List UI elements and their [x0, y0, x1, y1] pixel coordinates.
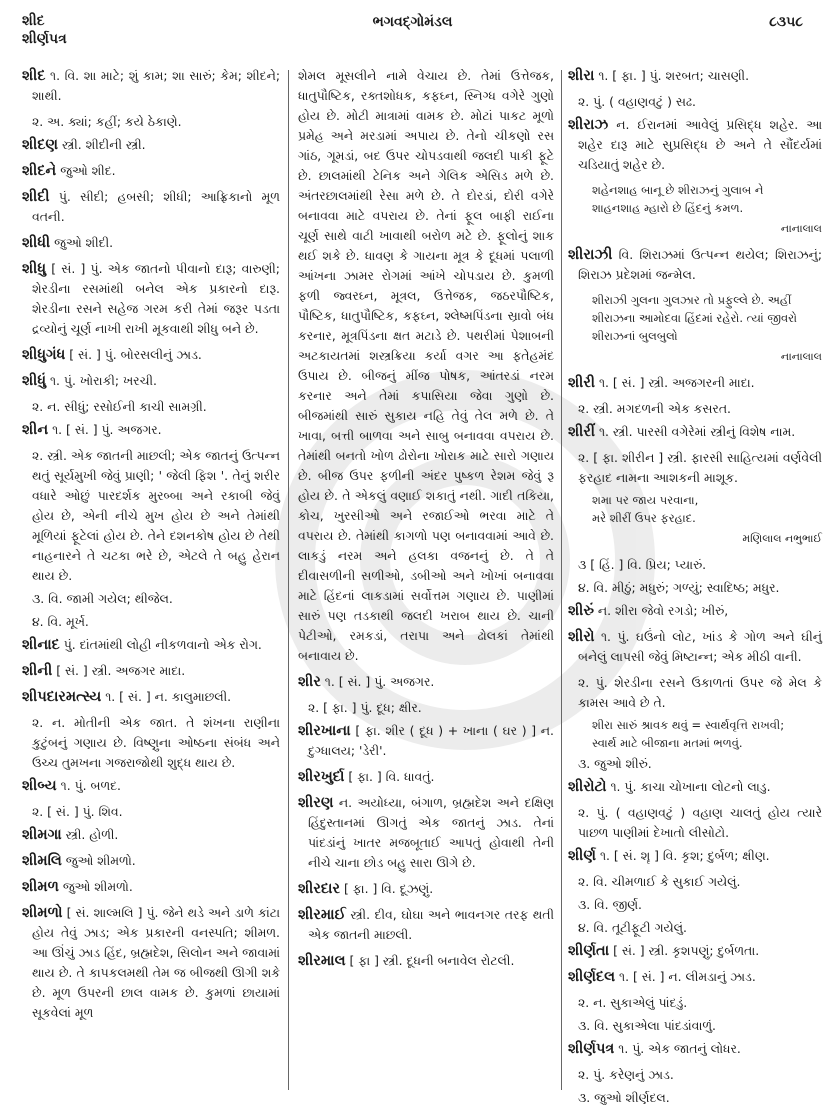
dictionary-entry — [22, 687, 280, 707]
quotation-line: સ્વાર્થ માટે બીજાના મતમાં ભળવું. — [592, 736, 743, 750]
headword: શીમળ — [22, 879, 59, 895]
dictionary-entry — [568, 967, 822, 987]
sense: ૩. વિ. જીર્ણ. — [578, 897, 642, 912]
dictionary-entry — [568, 373, 822, 393]
dictionary-entry — [22, 233, 280, 253]
definition: [ સં. ] સ્ત્રી. કૃશપણું; દુર્બળતા. — [613, 943, 760, 958]
headword: શીરી — [568, 375, 595, 391]
dictionary-entry — [22, 903, 280, 1023]
definition: ૧. [ સં. ] ન. લીમડાનું ઝાડ. — [619, 969, 756, 984]
headword: શીર્ણ — [568, 848, 596, 864]
dictionary-entry — [22, 776, 280, 796]
quotation-line: શહેનશાહ બાનૂ છે શીરાઝનું ગુલાબ ને — [592, 183, 764, 197]
definition: ન. ઈરાનમાં આવેલું પ્રસિદ્ધ શહેર. આ શહેર દારૂ માટે સુપ્રસિદ્ધ છે અને તે સૌંદર્યમાં ચડિયાતું શહેર છે. — [578, 117, 822, 172]
headword: શીન — [22, 422, 49, 438]
definition: જુઓ શીમળો. — [62, 879, 133, 894]
definition: ૧. વિ. શા માટે; શું કામ; શા સારું; કેમ; શીદને; શાથી. — [32, 68, 280, 103]
headword: શીરા — [568, 68, 595, 84]
dictionary-entry — [22, 851, 280, 871]
quotation-line: શીરાઝના આમોદવા હિંદમાં રહેરો. ત્યાં જીવરો — [592, 311, 797, 325]
sense: ૨. [ ફા. શીરીન ] સ્ત્રી. ફારસી સાહિત્યમાં વર્ણવેલી ફરહાદ નામના આશકની માશૂક. — [578, 450, 822, 485]
definition: [ સં. શાલ્મલિ ] પું. જેને થડે અને ડાળે કાંટા હોય તેવું ઝાડ; એક પ્રકારની વનસ્પતિ; શીમળ. આ ઊંચું ઝાડ હિંદ, બ્રહ્મદેશ, સિલોન અને જાવામાં થાય છે. તે કાપકલમથી તેમ જ બીજથી ઊગી શકે છે. મૂળ ઉપરની છાલ વામક છે. કુમળાં છાયામાં સૂકવેલાં મૂળ — [32, 905, 280, 1020]
headword: શીરખુર્દા — [298, 769, 345, 785]
page-title: ભગવદ્ગોમંડલ — [372, 14, 453, 30]
column-2 — [298, 66, 554, 1096]
definition: [ ફા. ] વિ. દૂઝણું. — [343, 881, 434, 896]
dictionary-entry — [22, 420, 280, 440]
dictionary-entry — [568, 627, 822, 667]
dictionary-entry — [568, 422, 822, 442]
definition: ૧. [ સં. ] પું. અજગર. — [324, 674, 435, 689]
quotation-line: મરે શીરીં ઉપર ફરહાદ. — [592, 511, 696, 525]
definition: પું. દાંતમાંથી લોહી નીકળવાનો એક રોગ. — [63, 637, 262, 652]
dictionary-entry — [22, 877, 280, 897]
headword: શીદને — [22, 163, 57, 179]
dictionary-entry — [22, 635, 280, 655]
guide-word-bottom: શીર્ણપત્ર — [22, 31, 67, 47]
headword: શીબ્ય — [22, 778, 57, 794]
headword: શીમળો — [22, 905, 63, 921]
dictionary-entry — [22, 259, 280, 339]
definition: ૧. [ ફા. ] પું. શરબત; ચાસણી. — [598, 68, 750, 83]
headword: શીદી — [22, 189, 50, 205]
dictionary-entry — [22, 161, 280, 181]
sense: ૨. અ. ક્યાં; કહીં; કયે ઠેકાણે. — [32, 114, 182, 129]
headword: શીદ — [22, 68, 46, 84]
column-divider — [288, 70, 289, 1090]
quotation-attribution: નાનાલાલ — [780, 350, 822, 363]
sense: ૨. ન. સુકાએલું પાંદડું. — [578, 995, 688, 1010]
headword: શીર્ણદલ — [568, 969, 616, 985]
definition: [ સં. ] સ્ત્રી. અજગર માદા. — [56, 663, 186, 678]
definition: ન. શીરા જેવો રગડો; ખીરું, — [597, 603, 729, 618]
definition: [ સં. ] પું. બોરસલીનું ઝાડ. — [69, 347, 202, 362]
sense: ૨. પું. ( વહાણવટું ) સઢ. — [578, 94, 696, 109]
headword: શીધુગંધ — [22, 347, 66, 363]
quotation-line: શીરા સારું શ્રાવક થવું = સ્વાર્થવૃત્તિ રાખવી; — [592, 718, 785, 732]
definition: ૧. [ સં. શૄ ] વિ. કૃશ; દુર્બળ; ક્ષીણ. — [599, 848, 770, 863]
quotation-line: શાહનશાહ મ્હારો છે હિંદનું કમળ. — [592, 201, 744, 215]
definition: જુઓ શીમળો. — [65, 853, 136, 868]
headword: શીરણ — [298, 795, 334, 811]
dictionary-entry — [22, 187, 280, 227]
dictionary-entry — [22, 825, 280, 845]
sense: ૨. પું. શેરડીના રસને ઉકાળતાં ઉપર જે મેલ કે કામસ આવે છે તે. — [578, 675, 822, 710]
headword: શીમલિ — [22, 853, 62, 869]
dictionary-entry — [298, 905, 554, 945]
quotation — [592, 716, 822, 752]
quotation-line: શમા પર જાય પરવાના, — [592, 493, 699, 507]
sense: ૨. વિ. ચીમળાઈ કે સુકાઈ ગયેલું. — [578, 874, 741, 889]
definition: જુઓ શીદ. — [60, 163, 116, 178]
column-3 — [568, 66, 822, 1105]
definition: ૧. [ સં. ] પું. અજગર. — [52, 422, 162, 437]
dictionary-entry — [568, 1039, 822, 1059]
dictionary-entry — [568, 245, 822, 285]
headword: શીર — [298, 674, 321, 690]
headword: શીમગા — [22, 827, 62, 843]
definition: સ્ત્રી. દીવ, ઘોઘા અને ભાવનગર તરફ થતી એક જાતની માછલી. — [308, 907, 554, 942]
definition: ૧. [ સં. ] સ્ત્રી. અજગરની માદા. — [598, 375, 755, 390]
dictionary-entry — [298, 879, 554, 899]
sense: ૨. ન. મોતીની એક જાત. તે શંખના રાણીના કુટુંબનું ગણાય છે. વિષ્ણુના ઓષ્ઠના સંબંધ અને ઉચ્ચ તુમખના ગજરાજોથી શુદ્ધ થાય છે. — [32, 715, 280, 770]
page-header — [22, 12, 803, 56]
headword: શીરમાલ — [298, 953, 346, 969]
dictionary-entry — [568, 846, 822, 866]
definition: ૧. પું. ઘઉંનો લોટ, ખાંડ કે ગોળ અને ઘીનું બનેલું લાપસી જેવું મિષ્ટાન્ન; એક મીઠી વાની. — [578, 629, 822, 664]
definition: ૧. પું. એક જાતનું લોધર. — [618, 1041, 741, 1056]
sense: ૩. વિ. જામી ગયેલ; થીજેલ. — [32, 591, 173, 606]
quotation-line: શીરાઝનાં બુલબુલો — [592, 329, 678, 343]
definition: ૧. પું. બળદ. — [60, 778, 121, 793]
quotation-line: શીરાઝી ગુલના ગુલઝાર તો પ્રફુલ્લે છે. અહીં — [592, 293, 792, 307]
headword: શીરું — [568, 603, 594, 619]
dictionary-entry — [298, 721, 554, 761]
headword: શીધું — [22, 373, 47, 389]
definition: ૧. સ્ત્રી. પારસી વગેરેમાં સ્ત્રીનું વિશેષ નામ. — [598, 424, 796, 439]
sense: ૩. જુઓ શીર્ણદલ. — [578, 1090, 670, 1105]
quotation-attribution: નાનાલાલ — [780, 222, 822, 235]
dictionary-entry — [298, 767, 554, 787]
headword: શીનાદ — [22, 637, 60, 653]
page-number: ૮૩૫૮ — [769, 14, 803, 30]
sense: ૨. ન. સીધું; રસોઈની કાચી સામગ્રી. — [32, 399, 207, 414]
quotation — [592, 491, 822, 527]
column-1 — [22, 66, 280, 1096]
dictionary-entry — [22, 66, 280, 106]
dictionary-entry — [22, 371, 280, 391]
dictionary-entry — [298, 951, 554, 971]
sense: ૩ [ હિં. ] વિ. પ્રિય; પ્યારું. — [578, 557, 707, 572]
sense: ૪. વિ. તૂટીફૂટી ગયેલું. — [578, 920, 687, 935]
headword: શીધુ — [22, 261, 47, 277]
dictionary-entry — [568, 601, 822, 621]
headword: શીરો — [568, 629, 595, 645]
dictionary-entry — [298, 793, 554, 873]
column-divider — [561, 70, 562, 1090]
dictionary-entry — [568, 66, 822, 86]
dictionary-entry — [298, 672, 554, 692]
definition: [ ફા. શીર ( દૂધ ) + ખાના ( ઘર ) ] ન. દુગ્ધાલય; 'ડેરી'. — [308, 723, 554, 758]
dictionary-entry — [568, 941, 822, 961]
sense: ૨. પું. કરેણનું ઝાડ. — [578, 1067, 674, 1082]
definition: ૧. પું. કાચા ચોખાના લોટનો લાડુ. — [610, 779, 771, 794]
headword: શીરાઝ — [568, 117, 609, 133]
dictionary-entry — [22, 135, 280, 155]
headword: શીપદારમત્સ્ય — [22, 689, 102, 705]
headword: શીર્ણપત્ર — [568, 1041, 615, 1057]
sense: ૨. [ સં. ] પું. શિવ. — [32, 804, 123, 819]
sense: ૨. પું. ( વહાણવટું ) વહાણ ચાલતું હોય ત્યારે પાછળ પાણીમાં દેખાતો લીસોટો. — [578, 805, 822, 840]
definition: [ સં. ] પું. એક જાતનો પીવાનો દારૂ; વારુણી; શેરડીના રસમાંથી બનેલ એક પ્રકારનો દારૂ. શેરડીના રસને સહેજ ગરમ કરી તેમાં જરૂર પડતા દ્રવ્યોનું ચૂર્ણ નાખી રાખી મૂકવાથી શીધુ બને છે. — [32, 261, 280, 336]
sense: ૩. વિ. સુકાએલા પાંદડાંવાળું. — [578, 1018, 716, 1033]
definition: પું. સીદી; હબસી; શીધી; આફ્રિકાનો મૂળ વતની. — [32, 189, 280, 224]
quotation-attribution: મણિલાલ નભુભાઈ — [742, 532, 822, 545]
definition: સ્ત્રી. શીદીની સ્ત્રી. — [62, 137, 146, 152]
definition: સ્ત્રી. હોળી. — [65, 827, 119, 842]
sense: ૨. [ ફા. ] પું. દૂધ; ક્ષીર. — [308, 700, 422, 715]
definition: ૧. પું. ખોરાકી; ખરચી. — [49, 373, 157, 388]
definition: [ ફા. ] વિ. ધાવતું. — [348, 769, 435, 784]
quotation — [592, 291, 822, 345]
headword: શીદણ — [22, 137, 59, 153]
headword: શીની — [22, 663, 53, 679]
sense: ૨. સ્ત્રી. મગદળની એક કસરત. — [578, 401, 731, 416]
headword: શીર્ણતા — [568, 943, 610, 959]
definition: ન. અયોધ્યા, બંગાળ, બ્રહ્મદેશ અને દક્ષિણ હિંદુસ્તાનમાં ઊગતું એક જાતનું ઝાડ. તેનાં પાંદડાંનું ખાતર મજબૂતાઈ આપતું હોવાથી તેની નીચે ચાના છોડ બહુ સારા ઊગે છે. — [308, 795, 554, 870]
headword: શીરોટો — [568, 779, 607, 795]
sense: ૪. વિ. મીઠું; મધુરું; ગળ્યું; સ્વાદિષ્ઠ; મધુર. — [578, 580, 780, 595]
definition: વિ. શિરાઝમાં ઉત્પન્ન થયેલ; શિરાઝનું; શિરાઝ પ્રદેશમાં જન્મેલ. — [578, 247, 822, 282]
continued-text: શેમલ મૂસલીને નામે વેચાય છે. તેમાં ઉત્તેજક, ધાતુપૌષ્ટિક, રક્તશોધક, કફઘ્ન, સ્નિગ્ધ વગેરે ગુણો હોય છે. મોટી માત્રામાં વામક છે. મોટાં પાકટ મૂળો પ્રમેહ અને મરડામાં અપાય છે. તેનો ચીકણો રસ ગાંઠ, ગૂમડાં, બદ ઉપર ચોપડવાથી જલદી પાકી ફૂટે છે. છાલમાંથી ટેનિક અને ગેલિક એસિડ મળે છે. અંતરછાલમાંથી રેસા મળે છે. તે દોરડાં, દોરી વગેરે બનાવવા માટે વપરાય છે. તેનાં ફૂલ બાફી રાઈના ચૂર્ણ સાથે વાટી ખાવાથી બરોળ મટે છે. ફૂલોનું શાક થઈ શકે છે. ધાવણ કે ગાયના મૂત્ર કે દૂધમાં પલાળી આંખના ઝામર રોગમાં આંખે ચોપડાય છે. કુમળી ફળી જ્વરઘ્ન, મૂત્રલ, ઉત્તેજક, જઠરપૌષ્ટિક, પૌષ્ટિક, ધાતુપૌષ્ટિક, કફઘ્ન, શ્લેષ્મપિંડના સ્રાવો બંધ કરનાર, મૂત્રપિંડના ક્ષત મટાડે છે. પથરીમાં પેશાબની અટકાયતમાં શસ્ત્રક્રિયા કર્યા વગર આ ફતેહમંદ ઉપાય છે. બીજનું મીંજ પોષક, આંતરડાં નરમ કરનાર અને તેમાં કપાસિયા જેવા ગુણો છે. બીજમાંથી સારું સુકાય નહિ તેવું તેલ મળે છે. તે ખાવા, બત્તી બાળવા અને સાબુ બનાવવા વપરાય છે. તેમાંથી બનતો ખોળ ઢોરોના ખોરાક માટે સારો ગણાય છે. બીજ ઉપર ફળીની અંદર પુષ્કળ રેશમ જેવું રૂ હોય છે. તે એકલું વણાઈ શકાતું નથી. ગાદી તકિયા, કોચ, ખુરસીઓ અને રજાઈઓ ભરવા માટે તે વપરાય છે. તેમાંથી કાગળો પણ બનાવવામાં આવે છે. લાકડું નરમ અને હલકા વજનનું છે. તે તે દીવાસળીની સળીઓ, ડબીઓ અને ખોખાં બનાવવા માટે હિંદનાં લાકડામાં સર્વોત્તમ ગણાય છે. પાણીમાં સારું પણ તડકાથી જલદી ખરાબ થાય છે. ચાની પેટીઓ, રમકડાં, તરાપા અને ઢોલકાં તેમાંથી બનાવાય છે. — [298, 68, 554, 663]
headword: શીધી — [22, 235, 51, 251]
headword: શીરમાઈ — [298, 907, 346, 923]
guide-word-top: શીદ — [22, 13, 45, 29]
headword: શીરદાર — [298, 881, 340, 897]
sense: ૪. વિ. મૂર્ખ. — [32, 614, 89, 629]
dictionary-entry — [568, 777, 822, 797]
headword: શીરીં — [568, 424, 595, 440]
definition: જુઓ શીદી. — [54, 235, 114, 250]
headword: શીરાઝી — [568, 247, 613, 263]
headword: શીરખાના — [298, 723, 351, 739]
sense: ૨. સ્ત્રી. એક જાતની માછલી; એક જાતનું ઉત્પન્ન થતું સૂર્યમુખી જેવું પ્રાણી; ' જેલી ફિશ '. તેનું શરીર વધારે ઓછું પારદર્શક મુરબ્બા અને રકાબી જેવું હોય છે, એની નીચે મુખ હોય છે અને તેમાંથી મૂળિયાં ફૂટેલાં હોય છે. તેને દશનકોષ હોય છે તેથી નાહનારને તે ચટકા ભરે છે, એટલે તે બહુ હેરાન થાય છે. — [32, 448, 280, 583]
dictionary-entry — [568, 115, 822, 175]
definition: [ ફા ] સ્ત્રી. દૂધની બનાવેલ રોટલી. — [349, 953, 515, 968]
sense: ૩. જુઓ શીરું. — [578, 756, 652, 771]
dictionary-entry — [22, 661, 280, 681]
quotation — [592, 181, 822, 217]
columns — [22, 66, 822, 1105]
definition: ૧. [ સં. ] ન. કાલુમાછલી. — [105, 689, 232, 704]
dictionary-entry — [22, 345, 280, 365]
